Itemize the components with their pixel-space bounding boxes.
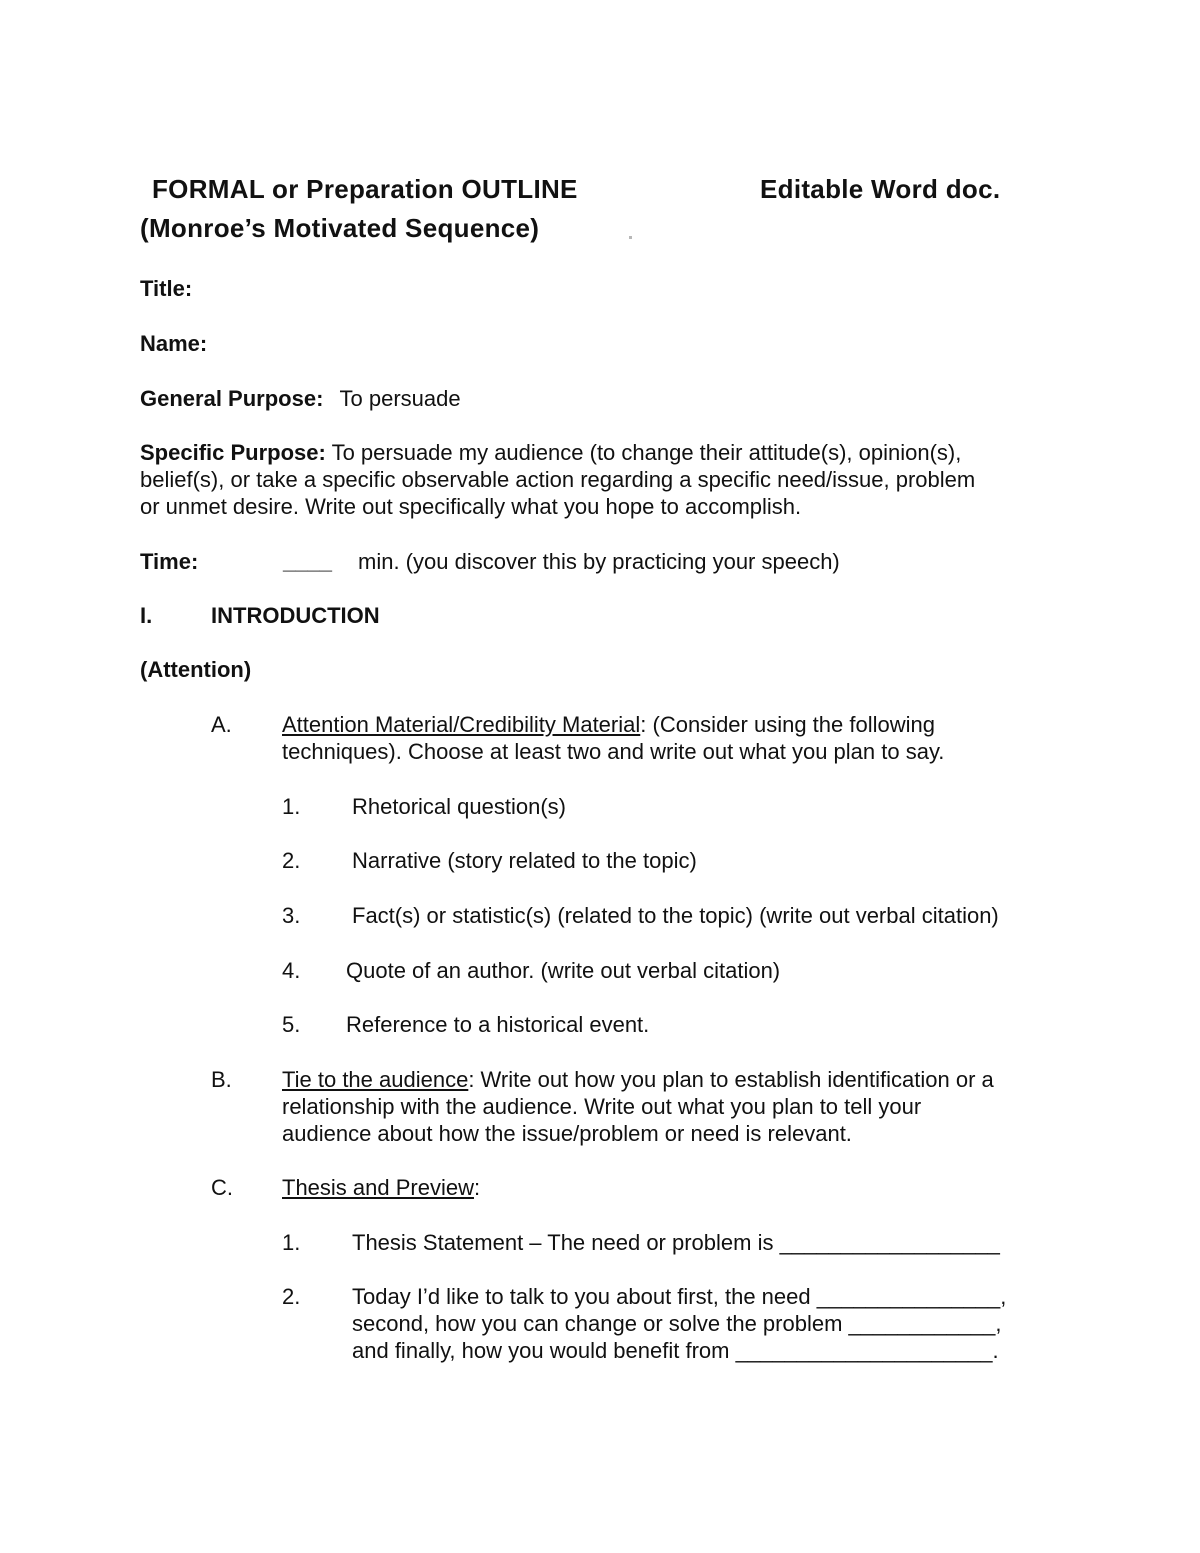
general-purpose-row bbox=[140, 385, 461, 412]
item-b-line-3: audience about how the issue/problem or need is relevant. bbox=[282, 1121, 852, 1146]
item-b-heading: Tie to the audience bbox=[282, 1067, 469, 1092]
time-label: Time: bbox=[140, 549, 199, 574]
specific-purpose-label: Specific Purpose: bbox=[140, 440, 326, 465]
item-a-marker: A. bbox=[211, 712, 232, 737]
list-number: 5. bbox=[282, 1012, 301, 1037]
item-a-line-1 bbox=[282, 711, 935, 738]
list-number: 1. bbox=[282, 1230, 301, 1255]
editable-note: Editable Word doc. bbox=[760, 174, 1001, 204]
list-number: 3. bbox=[282, 903, 301, 928]
list-item: Fact(s) or statistic(s) (related to the topic) (write out verbal citation) bbox=[352, 903, 999, 928]
item-c-text: : bbox=[473, 1175, 481, 1200]
list-item: Narrative (story related to the topic) bbox=[352, 848, 697, 873]
list-item: Quote of an author. (write out verbal citation) bbox=[346, 958, 781, 983]
item-b-line-1 bbox=[282, 1066, 994, 1093]
stray-dot bbox=[629, 236, 632, 239]
item-a-heading: Attention Material/Credibility Material bbox=[282, 712, 641, 737]
list-number: 2. bbox=[282, 848, 301, 873]
time-value: min. (you discover this by practicing your speech) bbox=[358, 549, 840, 574]
specific-purpose-line-3: or unmet desire. Write out specifically what you hope to accomplish. bbox=[140, 494, 802, 519]
thesis-statement: Thesis Statement – The need or problem is __________________ bbox=[352, 1230, 1000, 1255]
document-title: FORMAL or Preparation OUTLINE bbox=[152, 174, 578, 204]
item-c-marker: C. bbox=[211, 1175, 233, 1200]
item-b-line-2: relationship with the audience. Write out what you plan to tell your bbox=[282, 1094, 922, 1119]
specific-purpose-line-2: belief(s), or take a specific observable action regarding a specific need/issue, problem bbox=[140, 467, 976, 492]
title-label: Title: bbox=[140, 276, 193, 301]
item-a-line-2: techniques). Choose at least two and write out what you plan to say. bbox=[282, 739, 945, 764]
item-c-heading: Thesis and Preview bbox=[282, 1175, 474, 1200]
list-item: Reference to a historical event. bbox=[346, 1012, 650, 1037]
general-purpose-value: To persuade bbox=[339, 386, 461, 411]
attention-label: (Attention) bbox=[140, 657, 252, 682]
preview-line-3: and finally, how you would benefit from _____________________. bbox=[352, 1338, 999, 1363]
list-number: 4. bbox=[282, 958, 301, 983]
general-purpose-label: General Purpose: bbox=[140, 386, 324, 411]
specific-purpose-text: To persuade my audience (to change their attitude(s), opinion(s), bbox=[331, 440, 962, 465]
specific-purpose-line-1 bbox=[140, 439, 961, 466]
name-label: Name: bbox=[140, 331, 208, 356]
list-number: 2. bbox=[282, 1284, 301, 1309]
item-b-marker: B. bbox=[211, 1067, 232, 1092]
time-blank: ____ bbox=[283, 549, 332, 574]
list-number: 1. bbox=[282, 794, 301, 819]
preview-line-2: second, how you can change or solve the problem ____________, bbox=[352, 1311, 1002, 1336]
list-item: Rhetorical question(s) bbox=[352, 794, 566, 819]
item-b-text: : Write out how you plan to establish identification or a bbox=[468, 1067, 994, 1092]
document-subtitle: (Monroe’s Motivated Sequence) bbox=[140, 213, 540, 243]
section-number: I. bbox=[140, 603, 153, 628]
section-title: INTRODUCTION bbox=[211, 603, 380, 628]
preview-line-1: Today I’d like to talk to you about first, the need _______________, bbox=[352, 1284, 1007, 1309]
item-a-text: : (Consider using the following bbox=[640, 712, 935, 737]
item-c-line-1 bbox=[282, 1174, 480, 1201]
